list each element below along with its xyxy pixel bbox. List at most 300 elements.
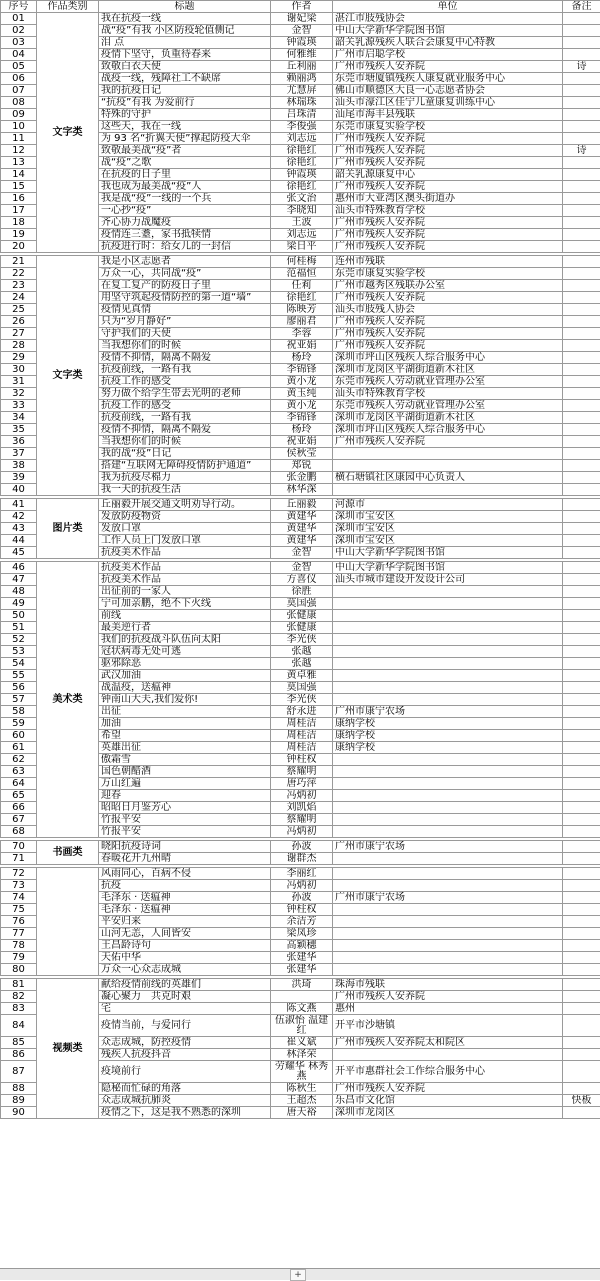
cell-title: 当我想你们的时候 xyxy=(99,340,271,352)
cell-unit: 广州市残疾人安养院 xyxy=(333,241,563,253)
cell-unit xyxy=(333,448,563,460)
cell-author: 徐艳红 xyxy=(271,292,333,304)
cell-title: 抗疫工作的感受 xyxy=(99,376,271,388)
cell-author: 金智 xyxy=(271,25,333,37)
cell-title: 晓阳抗疫诗词 xyxy=(99,841,271,853)
cell-unit xyxy=(333,904,563,916)
cell-unit: 深圳市宝安区 xyxy=(333,535,563,547)
cell-remark xyxy=(563,523,600,535)
cell-author: 侯秋莹 xyxy=(271,448,333,460)
cell-title: 残疾人抗疫抖音 xyxy=(99,1049,271,1061)
cell-unit xyxy=(333,814,563,826)
cell-remark xyxy=(563,412,600,424)
cell-title: 天佑中华 xyxy=(99,952,271,964)
cell-remark xyxy=(563,562,600,574)
cell-no: 23 xyxy=(1,280,37,292)
cell-no: 62 xyxy=(1,754,37,766)
cell-no: 57 xyxy=(1,694,37,706)
cell-author: 张文治 xyxy=(271,193,333,205)
cell-remark xyxy=(563,268,600,280)
cell-title: 万众一心众志成城 xyxy=(99,964,271,976)
table-row xyxy=(1,979,600,991)
table-body xyxy=(1,13,600,1119)
cell-unit: 广州市残疾人安养院 xyxy=(333,328,563,340)
cell-author: 冯炳初 xyxy=(271,880,333,892)
cell-no: 18 xyxy=(1,217,37,229)
cell-category: 文字类 xyxy=(37,13,99,253)
cell-remark xyxy=(563,868,600,880)
cell-title: 发放口罩 xyxy=(99,523,271,535)
cell-author: 伍淑怡 温建红 xyxy=(271,1015,333,1037)
cell-unit: 开平市惠群社会工作综合服务中心 xyxy=(333,1061,563,1083)
cell-author: 何桂梅 xyxy=(271,256,333,268)
cell-author: 钟柱权 xyxy=(271,754,333,766)
cell-author: 林泽荣 xyxy=(271,1049,333,1061)
cell-author: 林瑞珠 xyxy=(271,97,333,109)
cell-no: 73 xyxy=(1,880,37,892)
cell-remark: 诗 xyxy=(563,61,600,73)
cell-unit xyxy=(333,880,563,892)
cell-unit: 广州市启聪学校 xyxy=(333,49,563,61)
cell-unit: 惠州 xyxy=(333,1003,563,1015)
cell-no: 48 xyxy=(1,586,37,598)
cell-remark xyxy=(563,169,600,181)
cell-unit: 广州市残疾人安养院 xyxy=(333,1083,563,1095)
cell-title: 我在抗疫一线 xyxy=(99,13,271,25)
cell-title: 抗疫前线，一路有我 xyxy=(99,412,271,424)
cell-no: 66 xyxy=(1,802,37,814)
cell-remark xyxy=(563,1107,600,1119)
cell-title: 傲霜雪 xyxy=(99,754,271,766)
cell-no: 09 xyxy=(1,109,37,121)
cell-remark: 诗 xyxy=(563,145,600,157)
cell-remark: 快板 xyxy=(563,1095,600,1107)
cell-author: 王波 xyxy=(271,217,333,229)
cell-title: 在抗疫的日子里 xyxy=(99,169,271,181)
cell-no: 88 xyxy=(1,1083,37,1095)
cell-title: 众志成城，防控疫情 xyxy=(99,1037,271,1049)
cell-title: 昭昭日月鉴芳心 xyxy=(99,802,271,814)
table-row xyxy=(1,499,600,511)
cell-unit xyxy=(333,682,563,694)
cell-title: 最美逆行者 xyxy=(99,622,271,634)
cell-author: 唐天裕 xyxy=(271,1107,333,1119)
cell-no: 03 xyxy=(1,37,37,49)
cell-author: 李晓知 xyxy=(271,205,333,217)
cell-no: 53 xyxy=(1,646,37,658)
cell-no: 70 xyxy=(1,841,37,853)
cell-remark xyxy=(563,940,600,952)
cell-author: 赖丽鸿 xyxy=(271,73,333,85)
cell-remark xyxy=(563,658,600,670)
cell-no: 74 xyxy=(1,892,37,904)
cell-author: 周桂洁 xyxy=(271,718,333,730)
cell-author: 周桂洁 xyxy=(271,742,333,754)
cell-remark xyxy=(563,979,600,991)
cell-category: 图片类 xyxy=(37,499,99,559)
cell-author: 张建华 xyxy=(271,952,333,964)
cell-title: 我们的抗疫战斗队伍向太阳 xyxy=(99,634,271,646)
cell-title: 战温疫，送瘟神 xyxy=(99,682,271,694)
cell-remark xyxy=(563,376,600,388)
cell-unit: 深圳市宝安区 xyxy=(333,523,563,535)
cell-author: 刘志远 xyxy=(271,229,333,241)
cell-remark xyxy=(563,85,600,97)
cell-remark xyxy=(563,448,600,460)
cell-remark xyxy=(563,97,600,109)
cell-unit: 东莞市康复实验学校 xyxy=(333,268,563,280)
cell-unit: 深圳市坪山区残疾人综合服务中心 xyxy=(333,352,563,364)
cell-no: 85 xyxy=(1,1037,37,1049)
cell-title: 毛泽东 · 送瘟神 xyxy=(99,892,271,904)
cell-author: 蔡耀明 xyxy=(271,814,333,826)
table-row xyxy=(1,13,600,25)
cell-no: 67 xyxy=(1,814,37,826)
cell-no: 13 xyxy=(1,157,37,169)
cell-no: 47 xyxy=(1,574,37,586)
cell-title: 齐心协力战魔疫 xyxy=(99,217,271,229)
cell-no: 05 xyxy=(1,61,37,73)
cell-unit: 中山大学新华学院图书馆 xyxy=(333,547,563,559)
cell-title: 驱邪除恶 xyxy=(99,658,271,670)
cell-author: 梁凤珍 xyxy=(271,928,333,940)
cell-title: 英雄出征 xyxy=(99,742,271,754)
cell-no: 65 xyxy=(1,790,37,802)
cell-unit: 中山大学新华学院图书馆 xyxy=(333,25,563,37)
cell-title: 工作人员上门发放口罩 xyxy=(99,535,271,547)
cell-title: 疫情当前，与爱同行 xyxy=(99,1015,271,1037)
cell-author: 任莉 xyxy=(271,280,333,292)
cell-no: 14 xyxy=(1,169,37,181)
cell-no: 29 xyxy=(1,352,37,364)
cell-remark xyxy=(563,880,600,892)
cell-remark xyxy=(563,388,600,400)
cell-remark xyxy=(563,586,600,598)
cell-title: 特殊的守护 xyxy=(99,109,271,121)
cell-unit xyxy=(333,598,563,610)
cell-remark xyxy=(563,73,600,85)
cell-no: 19 xyxy=(1,229,37,241)
cell-title: 疫情不抑情，隔离不隔爱 xyxy=(99,352,271,364)
cell-remark xyxy=(563,853,600,865)
cell-unit xyxy=(333,622,563,634)
cell-title: 我是战“疫”一线的一个兵 xyxy=(99,193,271,205)
cell-remark xyxy=(563,952,600,964)
cell-title: 一心抄“疫” xyxy=(99,205,271,217)
cell-remark xyxy=(563,646,600,658)
cell-title: 致敬白衣天使 xyxy=(99,61,271,73)
cell-title: 我为抗疫尽棉力 xyxy=(99,472,271,484)
cell-unit: 康纳学校 xyxy=(333,718,563,730)
cell-no: 25 xyxy=(1,304,37,316)
cell-author: 陈文燕 xyxy=(271,1003,333,1015)
header-unit: 单位 xyxy=(333,1,563,13)
cell-author: 郑锐 xyxy=(271,460,333,472)
cell-remark xyxy=(563,598,600,610)
cell-author: 蔡耀明 xyxy=(271,766,333,778)
cell-title: 丘丽毅开展交通文明劝导行动。 xyxy=(99,499,271,511)
cell-remark xyxy=(563,754,600,766)
cell-title: 这些天，我在一线 xyxy=(99,121,271,133)
header-row xyxy=(1,1,600,13)
cell-no: 11 xyxy=(1,133,37,145)
cell-author: 杨玲 xyxy=(271,424,333,436)
cell-author: 徐艳红 xyxy=(271,157,333,169)
header-author: 作者 xyxy=(271,1,333,13)
cell-remark xyxy=(563,790,600,802)
cell-remark xyxy=(563,694,600,706)
cell-title: 希望 xyxy=(99,730,271,742)
cell-remark xyxy=(563,766,600,778)
cell-author: 何雅维 xyxy=(271,49,333,61)
cell-title: 万众一心，共同战“疫” xyxy=(99,268,271,280)
cell-remark xyxy=(563,328,600,340)
cell-unit: 广州市残疾人安养院 xyxy=(333,316,563,328)
cell-unit: 广州市残疾人安养院 xyxy=(333,292,563,304)
cell-title: 战疫一线，残障社工不缺席 xyxy=(99,73,271,85)
cell-title: 疫情下坚守，负重待春来 xyxy=(99,49,271,61)
cell-title: 发放防疫物资 xyxy=(99,511,271,523)
cell-remark xyxy=(563,892,600,904)
header-title: 标题 xyxy=(99,1,271,13)
add-sheet-button[interactable]: + xyxy=(290,1269,306,1281)
cell-author: 徐胜 xyxy=(271,586,333,598)
cell-author: 李光侠 xyxy=(271,694,333,706)
cell-no: 04 xyxy=(1,49,37,61)
cell-title: 在复工复产的防疫日子里 xyxy=(99,280,271,292)
cell-no: 34 xyxy=(1,412,37,424)
cell-author: 高颖穗 xyxy=(271,940,333,952)
cell-remark xyxy=(563,460,600,472)
cell-unit: 广州市残疾人安养院 xyxy=(333,340,563,352)
cell-author: 谢妃梁 xyxy=(271,13,333,25)
header-no: 序号 xyxy=(1,1,37,13)
cell-no: 15 xyxy=(1,181,37,193)
cell-title: 宅 xyxy=(99,1003,271,1015)
cell-author: 黄建华 xyxy=(271,523,333,535)
cell-unit: 韶关乳源康复中心 xyxy=(333,169,563,181)
cell-remark xyxy=(563,622,600,634)
cell-no: 55 xyxy=(1,670,37,682)
cell-title: 王昌龄诗句 xyxy=(99,940,271,952)
cell-remark xyxy=(563,499,600,511)
cell-unit: 东莞市残疾人劳动就业管理办公室 xyxy=(333,400,563,412)
cell-unit: 乐昌市文化馆 xyxy=(333,1095,563,1107)
cell-no: 39 xyxy=(1,472,37,484)
cell-remark xyxy=(563,1003,600,1015)
cell-title: 出征 xyxy=(99,706,271,718)
cell-title: 抗疫前线，一路有我 xyxy=(99,364,271,376)
cell-no: 21 xyxy=(1,256,37,268)
cell-title: 平安归来 xyxy=(99,916,271,928)
cell-author: 徐艳红 xyxy=(271,181,333,193)
cell-no: 38 xyxy=(1,460,37,472)
cell-unit: 广州市残疾人安养院 xyxy=(333,145,563,157)
cell-remark xyxy=(563,205,600,217)
cell-title: 战“疫”之歌 xyxy=(99,157,271,169)
cell-unit: 广州市残疾人安养院 xyxy=(333,991,563,1003)
cell-unit: 康纳学校 xyxy=(333,730,563,742)
cell-unit: 深圳市龙岗区 xyxy=(333,1107,563,1119)
cell-author: 林华深 xyxy=(271,484,333,496)
cell-title: 抗疫美术作品 xyxy=(99,574,271,586)
cell-unit: 广州市残疾人安养院 xyxy=(333,436,563,448)
cell-no: 22 xyxy=(1,268,37,280)
cell-remark xyxy=(563,634,600,646)
cell-unit: 深圳市宝安区 xyxy=(333,511,563,523)
cell-no: 27 xyxy=(1,328,37,340)
cell-remark xyxy=(563,364,600,376)
cell-author xyxy=(271,991,333,1003)
cell-unit: 佛山市顺德区大良一心志愿者协会 xyxy=(333,85,563,97)
cell-author: 黄卓雅 xyxy=(271,670,333,682)
cell-title: 当我想你们的时候 xyxy=(99,436,271,448)
cell-author: 李光侠 xyxy=(271,634,333,646)
cell-remark xyxy=(563,730,600,742)
cell-title: 泪 点 xyxy=(99,37,271,49)
cell-no: 01 xyxy=(1,13,37,25)
cell-remark xyxy=(563,484,600,496)
cell-no: 12 xyxy=(1,145,37,157)
cell-category: 美术类 xyxy=(37,562,99,838)
cell-unit: 汕头市特殊教育学校 xyxy=(333,388,563,400)
cell-unit: 广州市残疾人安养院 xyxy=(333,61,563,73)
cell-unit: 汕头市肢残人协会 xyxy=(333,304,563,316)
cell-no: 81 xyxy=(1,979,37,991)
cell-no: 52 xyxy=(1,634,37,646)
cell-title: 抗疫美术作品 xyxy=(99,547,271,559)
cell-remark xyxy=(563,1061,600,1083)
cell-author: 祝亚娟 xyxy=(271,340,333,352)
cell-remark xyxy=(563,109,600,121)
cell-title: 抗疫进行时：给女儿的一封信 xyxy=(99,241,271,253)
cell-no: 86 xyxy=(1,1049,37,1061)
cell-unit: 连州市残联 xyxy=(333,256,563,268)
cell-no: 33 xyxy=(1,400,37,412)
cell-no: 75 xyxy=(1,904,37,916)
cell-unit: 广州市残疾人安养院太和院区 xyxy=(333,1037,563,1049)
cell-unit: 广州市残疾人安养院 xyxy=(333,229,563,241)
cell-author: 张健康 xyxy=(271,622,333,634)
cell-remark xyxy=(563,535,600,547)
cell-unit xyxy=(333,484,563,496)
cell-no: 87 xyxy=(1,1061,37,1083)
cell-remark xyxy=(563,1015,600,1037)
cell-title: 竹报平安 xyxy=(99,826,271,838)
cell-unit xyxy=(333,586,563,598)
cell-unit: 广州市残疾人安养院 xyxy=(333,133,563,145)
cell-remark xyxy=(563,706,600,718)
cell-no: 61 xyxy=(1,742,37,754)
cell-author: 方喜仪 xyxy=(271,574,333,586)
cell-title: 武汉加油 xyxy=(99,670,271,682)
cell-remark xyxy=(563,841,600,853)
cell-no: 32 xyxy=(1,388,37,400)
cell-unit xyxy=(333,754,563,766)
cell-author: 张金鹏 xyxy=(271,472,333,484)
cell-no: 37 xyxy=(1,448,37,460)
cell-no: 20 xyxy=(1,241,37,253)
cell-author: 刘志远 xyxy=(271,133,333,145)
cell-author: 周桂洁 xyxy=(271,730,333,742)
cell-title: 迎春 xyxy=(99,790,271,802)
cell-no: 78 xyxy=(1,940,37,952)
table-row xyxy=(1,868,600,880)
cell-title: 搭建“互联网无障碍疫情防护通道” xyxy=(99,460,271,472)
cell-remark xyxy=(563,316,600,328)
cell-title: 我也成为最美战“疫”人 xyxy=(99,181,271,193)
cell-unit xyxy=(333,868,563,880)
cell-unit xyxy=(333,826,563,838)
cell-remark xyxy=(563,217,600,229)
cell-author: 崔义斌 xyxy=(271,1037,333,1049)
cell-no: 90 xyxy=(1,1107,37,1119)
table-row xyxy=(1,256,600,268)
cell-author: 陈映芳 xyxy=(271,304,333,316)
cell-remark xyxy=(563,1049,600,1061)
cell-author: 李蓉 xyxy=(271,328,333,340)
cell-title: 为 93 名“折翼天使”撑起防疫大伞 xyxy=(99,133,271,145)
cell-author: 陈秋生 xyxy=(271,1083,333,1095)
cell-no: 10 xyxy=(1,121,37,133)
cell-unit: 汕头市濠江区佳宁儿童康复训练中心 xyxy=(333,97,563,109)
cell-author: 钟柱权 xyxy=(271,904,333,916)
cell-remark xyxy=(563,304,600,316)
cell-author: 钟霞瑛 xyxy=(271,37,333,49)
cell-author: 冯炳初 xyxy=(271,790,333,802)
cell-title: 众志成城抗肺炎 xyxy=(99,1095,271,1107)
cell-unit: 汕头市特殊教育学校 xyxy=(333,205,563,217)
cell-author: 黄小龙 xyxy=(271,400,333,412)
cell-unit xyxy=(333,670,563,682)
cell-no: 41 xyxy=(1,499,37,511)
cell-author: 孙波 xyxy=(271,892,333,904)
cell-remark xyxy=(563,25,600,37)
cell-author: 丘利丽 xyxy=(271,61,333,73)
cell-no: 76 xyxy=(1,916,37,928)
cell-remark xyxy=(563,436,600,448)
cell-author: 李俊强 xyxy=(271,121,333,133)
cell-no: 40 xyxy=(1,484,37,496)
cell-no: 72 xyxy=(1,868,37,880)
cell-unit: 湛江市肢残协会 xyxy=(333,13,563,25)
cell-no: 59 xyxy=(1,718,37,730)
cell-remark xyxy=(563,826,600,838)
cell-remark xyxy=(563,670,600,682)
cell-remark xyxy=(563,718,600,730)
cell-title: 抗疫美术作品 xyxy=(99,562,271,574)
cell-title: 疫境前行 xyxy=(99,1061,271,1083)
cell-unit: 东莞市残疾人劳动就业管理办公室 xyxy=(333,376,563,388)
cell-no: 45 xyxy=(1,547,37,559)
cell-unit: 深圳市龙岗区平湖街道新木社区 xyxy=(333,364,563,376)
cell-unit: 深圳市坪山区残疾人综合服务中心 xyxy=(333,424,563,436)
cell-no: 17 xyxy=(1,205,37,217)
cell-unit: 珠海市残联 xyxy=(333,979,563,991)
cell-author: 梁日平 xyxy=(271,241,333,253)
cell-remark xyxy=(563,280,600,292)
cell-no: 44 xyxy=(1,535,37,547)
cell-title: 疫情连三耋，家书抵犊情 xyxy=(99,229,271,241)
cell-author: 祝亚娟 xyxy=(271,436,333,448)
cell-unit: 汕头市城市建设开发设计公司 xyxy=(333,574,563,586)
cell-title: 毛泽东 · 送瘟神 xyxy=(99,904,271,916)
cell-remark xyxy=(563,400,600,412)
cell-remark xyxy=(563,742,600,754)
cell-title: 出征前的一家人 xyxy=(99,586,271,598)
cell-title: 抗疫工作的感受 xyxy=(99,400,271,412)
cell-author: 徐艳红 xyxy=(271,145,333,157)
